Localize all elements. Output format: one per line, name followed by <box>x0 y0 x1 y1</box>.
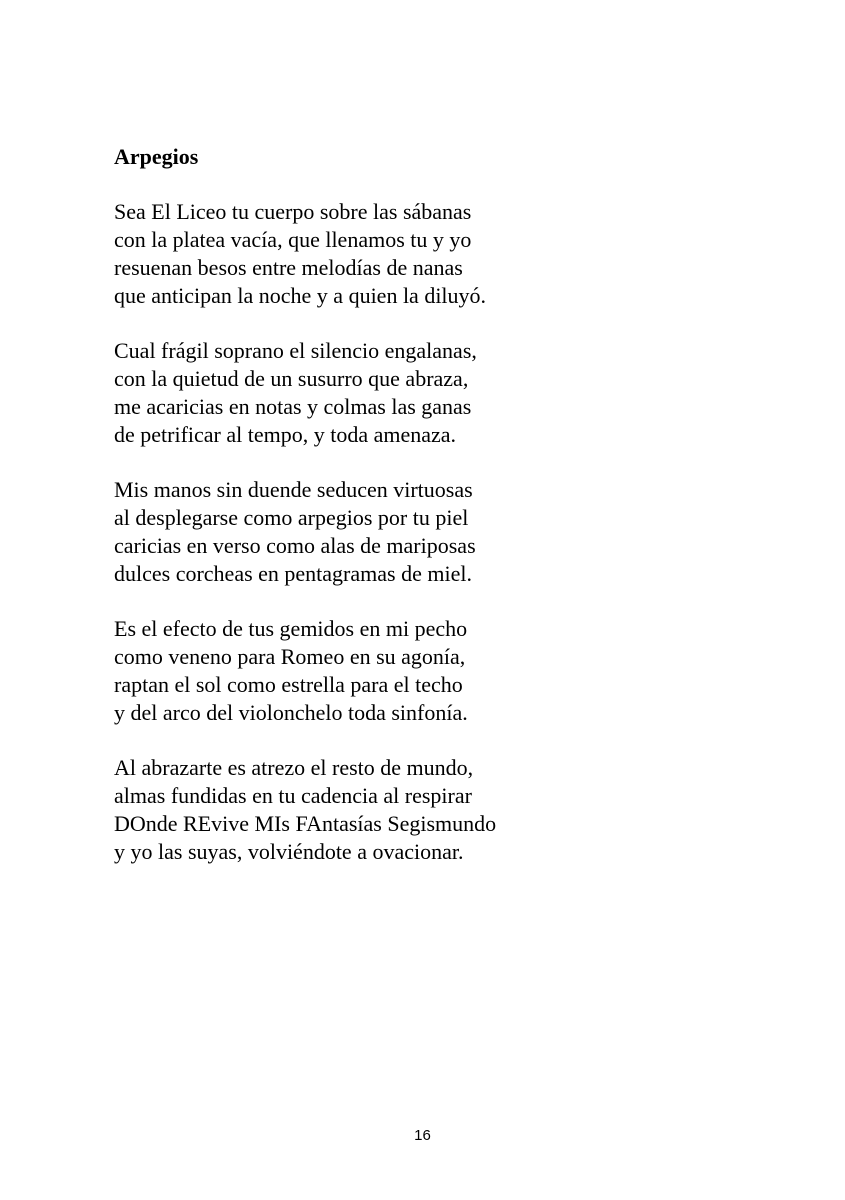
stanza-1 <box>114 198 774 310</box>
verse-line: de petrificar al tempo, y toda amenaza. <box>114 422 457 447</box>
verse-line: Cual frágil soprano el silencio engalanas, <box>114 338 477 363</box>
stanza-5 <box>114 754 774 866</box>
verse-line: almas fundidas en tu cadencia al respirar <box>114 783 472 808</box>
verse-line: DOnde REvive MIs FAntasías Segismundo <box>114 811 497 836</box>
verse-line: con la quietud de un susurro que abraza, <box>114 366 469 391</box>
page-number: 16 <box>414 1127 431 1144</box>
stanza-4 <box>114 615 774 727</box>
verse-line: raptan el sol como estrella para el techo <box>114 672 463 697</box>
verse-line: que anticipan la noche y a quien la diluyó. <box>114 283 487 308</box>
poem-title: Arpegios <box>114 144 199 169</box>
verse-line: y del arco del violonchelo toda sinfonía. <box>114 700 468 725</box>
verse-line: Sea El Liceo tu cuerpo sobre las sábanas <box>114 199 472 224</box>
verse-line: Es el efecto de tus gemidos en mi pecho <box>114 616 468 641</box>
verse-line: dulces corcheas en pentagramas de miel. <box>114 561 472 586</box>
verse-line: Al abrazarte es atrezo el resto de mundo, <box>114 755 474 780</box>
verse-line: caricias en verso como alas de mariposas <box>114 533 476 558</box>
verse-line: me acaricias en notas y colmas las ganas <box>114 394 472 419</box>
verse-line: resuenan besos entre melodías de nanas <box>114 255 463 280</box>
verse-line: al desplegarse como arpegios por tu piel <box>114 505 469 530</box>
verse-line: con la platea vacía, que llenamos tu y yo <box>114 227 472 252</box>
stanza-2 <box>114 337 774 449</box>
verse-line: como veneno para Romeo en su agonía, <box>114 644 466 669</box>
verse-line: Mis manos sin duende seducen virtuosas <box>114 477 473 502</box>
poem-body <box>114 198 774 893</box>
verse-line: y yo las suyas, volviéndote a ovacionar. <box>114 839 464 864</box>
stanza-3 <box>114 476 774 588</box>
